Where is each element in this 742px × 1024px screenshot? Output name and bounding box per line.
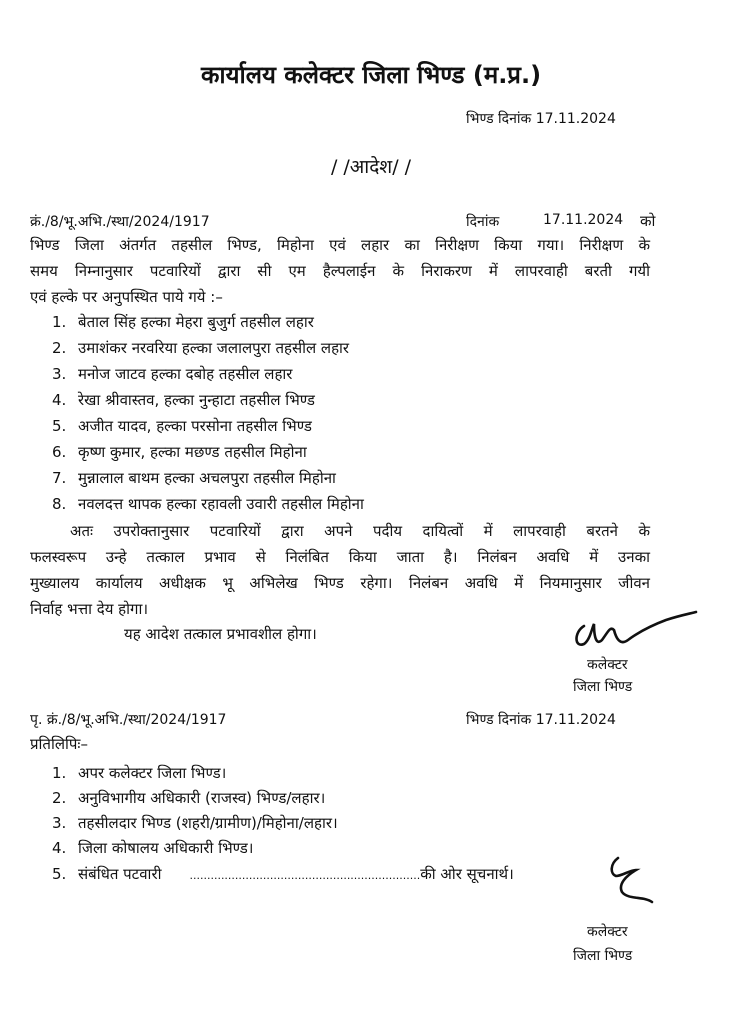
list-item: 1. बेताल सिंह हल्का मेहरा बुजुर्ग तहसील लहार [52, 313, 314, 331]
intro-paragraph [30, 232, 650, 310]
decision-line: मुख्यालय कार्यालय अधीक्षक भू अभिलेख भिण्ड रहेगा। निलंबन अवधि में नियमानुसार जीवन [30, 574, 650, 592]
intro-line: समय निम्नानुसार पटवारियों द्वारा सी एम हैल्पलाईन के निराकरण में लापरवाही बरती गयी [30, 262, 650, 280]
list-item: 2. उमाशंकर नरवरिया हल्का जलालपुरा तहसील लहार [52, 339, 350, 357]
list-item: 5. संबंधित पटवारी ..................................................................की ओर सूचनार्थ। [52, 865, 514, 883]
copy-place-date: भिण्ड दिनांक 17.11.2024 [466, 712, 616, 728]
header-place-date: भिण्ड दिनांक 17.11.2024 [466, 111, 616, 127]
signature-1 [570, 608, 710, 658]
order-number: क्रं./8/भू.अभि./स्था/2024/1917 [30, 214, 210, 230]
copy-label: प्रतिलिपिः– [30, 735, 88, 753]
order-date-label: दिनांक [466, 214, 500, 230]
list-item: 5. अजीत यादव, हल्का परसोना तहसील भिण्ड [52, 417, 312, 435]
decision-line: अतः उपरोक्तानुसार पटवारियों द्वारा अपने पदीय दायित्वों में लापरवाही बरतने के [70, 522, 650, 540]
order-date: 17.11.2024 [543, 212, 624, 228]
order-date-suffix: को [640, 212, 656, 230]
copy-signatory-title: कलेक्टर [587, 924, 628, 940]
decision-paragraph [30, 518, 650, 622]
signatory-title: कलेक्टर [587, 657, 628, 673]
office-title: कार्यालय कलेक्टर जिला भिण्ड (म.प्र.) [200, 61, 542, 89]
intro-line: भिण्ड जिला अंतर्गत तहसील भिण्ड, मिहोना एवं लहार का निरीक्षण किया गया। निरीक्षण के [30, 236, 650, 254]
list-item: 3. मनोज जाटव हल्का दबोह तहसील लहार [52, 365, 293, 383]
decision-line: फलस्वरूप उन्हे तत्काल प्रभाव से निलंबित किया जाता है। निलंबन अवधि में उनका [30, 548, 650, 566]
list-item: 6. कृष्ण कुमार, हल्का मछण्ड तहसील मिहोना [52, 443, 307, 461]
list-item: 4. जिला कोषालय अधिकारी भिण्ड। [52, 839, 254, 857]
list-item: 8. नवलदत्त थापक हल्का रहावली उवारी तहसील मिहोना [52, 495, 364, 513]
copy-number: पृ. क्रं./8/भू.अभि./स्था/2024/1917 [30, 712, 227, 728]
copy-signatory-place: जिला भिण्ड [573, 948, 633, 964]
intro-line: एवं हल्के पर अनुपस्थित पाये गये :– [30, 288, 223, 306]
signature-2 [606, 852, 666, 912]
decision-line: निर्वाह भत्ता देय होगा। [30, 600, 149, 618]
list-item: 4. रेखा श्रीवास्तव, हल्का नुन्हाटा तहसील भिण्ड [52, 391, 315, 409]
order-heading: / /आदेश/ / [330, 156, 412, 178]
list-item: 1. अपर कलेक्टर जिला भिण्ड। [52, 764, 227, 782]
signatory-place: जिला भिण्ड [573, 679, 633, 695]
effective-statement: यह आदेश तत्काल प्रभावशील होगा। [124, 625, 317, 643]
list-item: 2. अनुविभागीय अधिकारी (राजस्व) भिण्ड/लहार। [52, 789, 326, 807]
list-item: 3. तहसीलदार भिण्ड (शहरी/ग्रामीण)/मिहोना/लहार। [52, 814, 338, 832]
list-item: 7. मुन्नालाल बाथम हल्का अचलपुरा तहसील मिहोना [52, 469, 336, 487]
